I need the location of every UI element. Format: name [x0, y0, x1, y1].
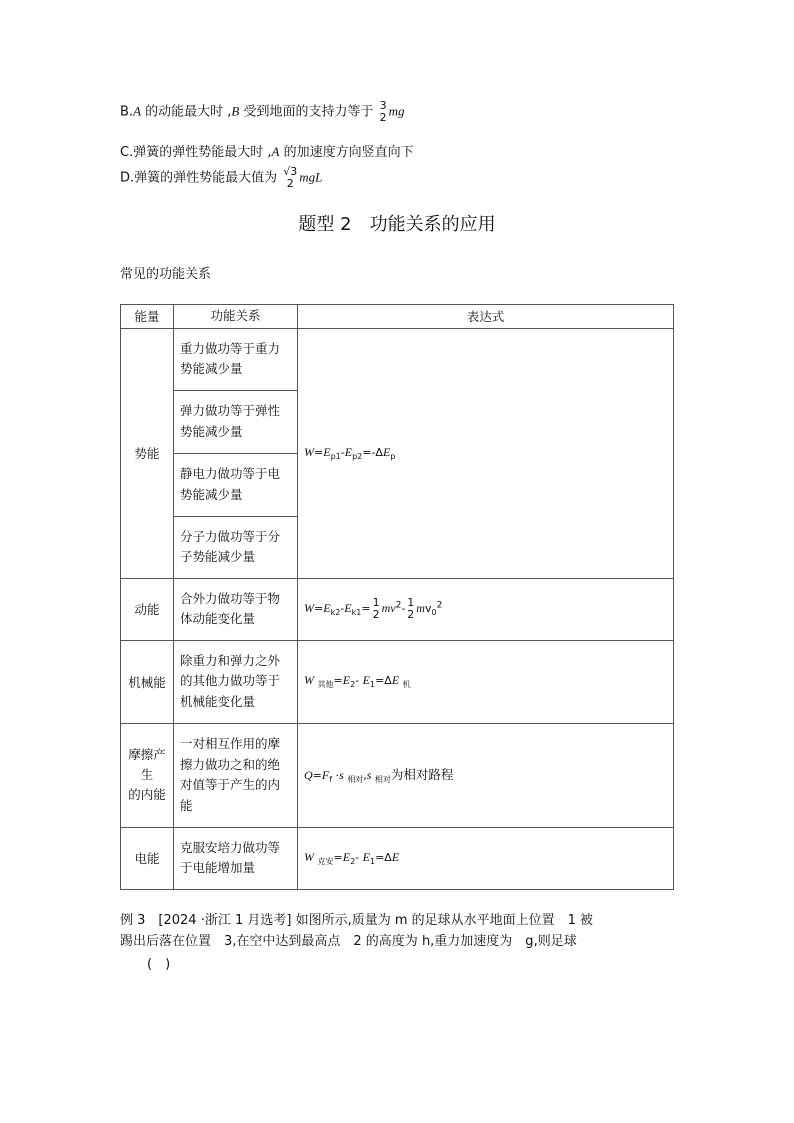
option-d-prefix: D.弹簧的弹性势能最大值为 [120, 170, 282, 186]
header-expression: 表达式 [298, 305, 674, 329]
category-line: 生 [140, 767, 154, 783]
option-b-tail: mg [388, 103, 405, 119]
option-b-prefix: B. [120, 104, 134, 120]
example-line-1: 例 3 [2024 ·浙江 1 月选考] 如图所示,质量为 m 的足球从水平地面上位置 1 被 [120, 913, 594, 928]
option-d-fraction [283, 166, 297, 190]
fraction-denominator: 2 [379, 111, 387, 124]
relation-kinetic: 合外力做功等于物体动能变化量 [174, 578, 298, 640]
option-b-var-b: B [231, 103, 240, 119]
option-c-text: 的加速度方向竖直向下 [279, 145, 414, 160]
fraction-numerator: √3 [283, 165, 298, 178]
header-energy: 能量 [121, 305, 174, 329]
table-row [121, 640, 674, 723]
category-potential: 势能 [121, 328, 174, 578]
fraction-denominator: 2 [286, 177, 294, 190]
expression-kinetic: $W=E_{k2}-E_{k1}=$ 1 2 $mv^2-$ 1 2 $mv_0^2$ [298, 578, 674, 640]
option-c [120, 141, 414, 160]
option-d-tail: mgL [299, 169, 323, 185]
expression-friction: $Q=F_f \cdot s$ $_{相对}$,s $_{相对}$为相对路程 [298, 723, 674, 827]
relation-molecular: 分子力做功等于分子势能减少量 [174, 516, 298, 578]
relation-electric: 克服安培力做功等于电能增加量 [174, 827, 298, 889]
option-c-var-a: A [271, 144, 280, 159]
table-header-row [121, 305, 674, 329]
table-row [121, 723, 674, 827]
category-line: 摩擦产 [128, 747, 166, 763]
option-c-prefix: C.弹簧的弹性势能最大时 , [120, 145, 272, 160]
option-b-var-a: A [133, 103, 142, 119]
category-electric: 电能 [121, 827, 174, 889]
energy-relations-table [120, 304, 674, 890]
option-b-text: 受到地面的支持力等于 [239, 104, 378, 120]
option-b [120, 100, 405, 124]
answer-blank: ( ) [147, 957, 171, 972]
option-b-fraction [380, 100, 387, 124]
fraction-numerator: 3 [379, 99, 387, 112]
category-mechanical: 机械能 [121, 640, 174, 723]
table-row [121, 328, 674, 390]
header-relation: 功能关系 [174, 305, 298, 329]
example-line-2: 踢出后落在位置 3,在空中达到最高点 2 的高度为 h,重力加速度为 g,则足球 [120, 934, 577, 949]
table-row [121, 827, 674, 889]
category-kinetic: 动能 [121, 578, 174, 640]
option-b-mid: 的动能最大时 , [141, 104, 232, 120]
category-line: 的内能 [128, 787, 166, 803]
expression-mechanical: W $_{其他}=E_2-$ $E_1=\Delta E$ $_机$ [298, 640, 674, 723]
relation-elastic: 弹力做功等于弹性势能减少量 [174, 390, 298, 453]
relation-electrostatic: 静电力做功等于电势能减少量 [174, 453, 298, 516]
expression-electric: W $_{克安}=E_2-$ $E_1=\Delta E$ [298, 827, 674, 889]
option-d [120, 166, 322, 190]
table-row [121, 578, 674, 640]
relation-gravity: 重力做功等于重力势能减少量 [174, 328, 298, 390]
relation-mechanical: 除重力和弹力之外的其他力做功等于机械能变化量 [174, 640, 298, 723]
relation-friction: 一对相互作用的摩擦力做功之和的绝对值等于产生的内能 [174, 723, 298, 827]
section-title: 题型 2 功能关系的应用 [298, 214, 496, 235]
expression-potential: $W=E_{p1}-E_{p2}=-\Delta E_p$ [298, 328, 674, 578]
subheading: 常见的功能关系 [120, 267, 212, 282]
category-friction [121, 723, 174, 827]
